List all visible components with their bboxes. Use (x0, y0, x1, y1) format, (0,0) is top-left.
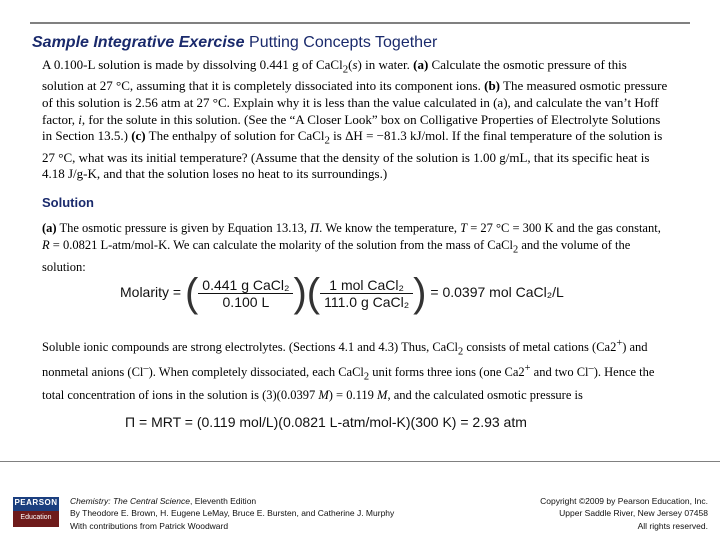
mass-volume-fraction: $\frac{\text{0.441 g CaCl₂}}{0.100 L}$ (198, 277, 293, 310)
copyright-line: Copyright ©2009 by Pearson Education, Inc. (540, 496, 708, 506)
footer-book-credits (70, 495, 394, 532)
footer-copyright (540, 495, 708, 532)
pearson-logo (13, 497, 59, 527)
solution-explanation-text: Soluble ionic compounds are strong electrolytes. (Sections 4.1 and 4.3) Thus, CaCl$_2$ consists of metal cations (Ca2+) and nonmetal anions (Cl–). When completely dissociated, each CaCl$_2$ unit forms three ions (one Ca2+ and two Cl–). Hence the total concentration of ions in the solution is (3)(0.0397 M) = 0.119 M, and the calculated osmotic pressure is (42, 338, 655, 402)
molar-mass-fraction: $\frac{\text{1 mol CaCl₂}}{\text{111.0 g CaCl₂}}$ (320, 277, 413, 310)
rights-line: All rights reserved. (637, 520, 708, 531)
book-title-line: Chemistry: The Central Science, Eleventh Edition (70, 496, 257, 506)
contributors-line: With contributions from Patrick Woodward (70, 520, 229, 531)
authors-line: By Theodore E. Brown, H. Eugene LeMay, Bruce E. Bursten, and Catherine J. Murphy (70, 508, 395, 519)
solution-part-a-text: (a) The osmotic pressure is given by Equation 13.13, Π. We know the temperature, T = 27 °C = 300 K and the gas constant, R = 0.0821 L-atm/mol-K. We can calculate the molarity of the solution from the mass of CaCl$_2$ and the volume of the solution: (42, 221, 661, 274)
logo-top-text: PEARSON (14, 498, 58, 507)
address-line: Upper Saddle River, New Jersey 07458 (559, 508, 708, 519)
title-bold: Sample Integrative Exercise (32, 34, 245, 51)
equation-lhs: Molarity = (120, 284, 182, 301)
footer-rule (0, 461, 720, 462)
solution-heading: Solution (42, 195, 94, 210)
top-rule (30, 22, 690, 24)
page-title (32, 34, 437, 52)
problem-statement: A 0.100-L solution is made by dissolving 0.441 g of CaCl$_2$(s) in water. (a) Calculate the osmotic pressure of this solution at 27 °C, assuming that it is completely dissociated into its component ions. (b) The measured osmotic pressure of this solution is 2.56 atm at 27 °C. Explain why it is less than the value calculated in (a), and calculate the van’t Hoff factor, i, for the solute in this solution. (See the “A Closer Look” box on Colligative Properties of Electrolyte Solutions in Section 13.5.) (c) The enthalpy of solution for CaCl$_2$ is ΔH = −81.3 kJ/mol. If the final temperature of the solution is 27 °C, what was its initial temperature? (Assume that the density of the solution is 1.00 g/mL, that its specific heat is 4.18 J/g-K, and that the solution loses no heat to its surroundings.) (42, 57, 668, 182)
equation-result: = 0.0397 mol CaCl₂/L (430, 284, 564, 301)
osmotic-pressure-equation: Π = MRT = (0.119 mol/L)(0.0821 L-atm/mol-K)(300 K) = 2.93 atm (125, 414, 527, 430)
logo-bottom-text: Education (20, 514, 52, 521)
title-subtitle: Putting Concepts Together (249, 34, 438, 51)
molarity-equation: Molarity = ( $\frac{\text{0.441 g CaCl₂}}{0.100 L}$ )( $\frac{\text{1 mol CaCl₂}}{\text{111.0 g CaCl₂}}$ ) = 0.0397 mol CaCl₂/L (120, 271, 564, 315)
